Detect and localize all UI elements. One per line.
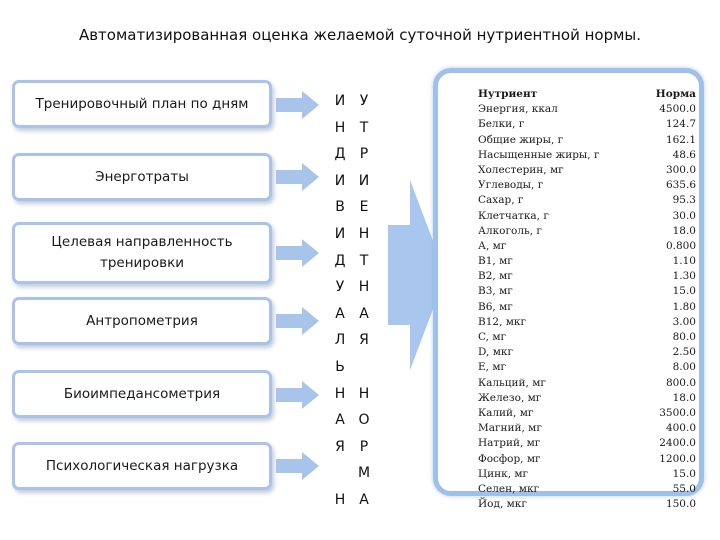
diagram-title: Автоматизированная оценка желаемой суточной нутриентной нормы. bbox=[78, 26, 642, 44]
input-label: Целевая направленность тренировки bbox=[51, 234, 233, 271]
arrow-right-icon bbox=[276, 451, 320, 481]
nutrient-value: 15.0 bbox=[672, 285, 696, 298]
table-row bbox=[478, 193, 700, 208]
table-row bbox=[478, 284, 700, 299]
vertical-text-nutrient-norm: У Т Р И Е Н Т Н А Я Н О Р М А bbox=[357, 93, 371, 508]
nutrient-value: 15.0 bbox=[672, 467, 696, 480]
input-box-anthropometry bbox=[12, 297, 272, 345]
table-row bbox=[478, 406, 700, 421]
nutrient-value: 2400.0 bbox=[659, 437, 696, 450]
header-nutrient: Нутриент bbox=[478, 88, 538, 100]
table-row bbox=[478, 497, 700, 512]
nutrient-name: Клетчатка, г bbox=[478, 209, 549, 222]
nutrient-value: 1.80 bbox=[672, 300, 696, 313]
input-label: Тренировочный план по дням bbox=[35, 95, 249, 112]
nutrient-name: Белки, г bbox=[478, 118, 525, 131]
input-label: Антропометрия bbox=[86, 312, 198, 329]
nutrient-value: 48.6 bbox=[672, 148, 696, 161]
nutrient-name: Натрий, мг bbox=[478, 437, 541, 450]
table-row bbox=[478, 315, 700, 330]
nutrient-name: Общие жиры, г bbox=[478, 133, 564, 146]
nutrient-value: 400.0 bbox=[665, 422, 696, 435]
table-row bbox=[478, 102, 700, 117]
input-box-psychological-load bbox=[12, 442, 272, 490]
arrow-right-icon bbox=[276, 380, 320, 410]
nutrient-value: 4500.0 bbox=[659, 103, 696, 116]
nutrient-value: 18.0 bbox=[672, 391, 696, 404]
table-row bbox=[478, 163, 700, 178]
table-row bbox=[478, 452, 700, 467]
nutrient-name: Цинк, мг bbox=[478, 467, 529, 480]
table-row bbox=[478, 467, 700, 482]
arrow-right-icon bbox=[276, 90, 320, 120]
nutrient-name: E, мг bbox=[478, 361, 507, 374]
nutrient-value: 55.0 bbox=[672, 482, 696, 495]
nutrient-value: 150.0 bbox=[665, 498, 696, 511]
arrow-right-icon bbox=[276, 306, 320, 336]
nutrient-name: C, мг bbox=[478, 331, 507, 343]
nutrient-name: Йод, мкг bbox=[478, 498, 527, 511]
input-label: Психологическая нагрузка bbox=[45, 457, 239, 474]
nutrient-value: 1.10 bbox=[672, 255, 696, 268]
nutrient-norm-table-panel bbox=[433, 68, 704, 511]
input-label: Биоимпедансометрия bbox=[63, 385, 221, 402]
nutrient-name: Кальций, мг bbox=[478, 376, 546, 389]
nutrient-name: Насыщенные жиры, г bbox=[478, 148, 600, 161]
nutrient-value: 162.1 bbox=[665, 133, 696, 146]
table-row bbox=[478, 148, 700, 163]
arrow-right-icon bbox=[276, 162, 320, 192]
nutrient-value: 2.50 bbox=[672, 346, 696, 359]
nutrient-value: 124.7 bbox=[665, 118, 696, 131]
nutrient-name: B1, мг bbox=[478, 255, 513, 268]
input-box-bioimpedance bbox=[12, 370, 272, 418]
nutrient-name: Сахар, г bbox=[478, 194, 524, 207]
input-box-training-goal bbox=[12, 222, 272, 284]
nutrient-name: Селен, мкг bbox=[478, 482, 540, 495]
nutrient-name: B3, мг bbox=[478, 285, 513, 298]
table-row bbox=[478, 376, 700, 391]
table-row bbox=[478, 300, 700, 315]
nutrient-value: 95.3 bbox=[672, 194, 696, 207]
nutrient-value: 0.800 bbox=[665, 239, 696, 252]
nutrient-value: 300.0 bbox=[665, 163, 696, 176]
arrow-right-icon bbox=[276, 238, 320, 268]
nutrient-value: 1.30 bbox=[672, 270, 696, 283]
nutrient-name: D, мкг bbox=[478, 346, 513, 359]
table-row bbox=[478, 117, 700, 132]
table-row bbox=[478, 239, 700, 254]
input-box-training-plan bbox=[12, 80, 272, 128]
nutrient-value: 30.0 bbox=[672, 209, 696, 222]
nutrient-value: 635.6 bbox=[665, 179, 696, 192]
nutrient-name: Магний, мг bbox=[478, 422, 542, 435]
header-norm: Норма bbox=[655, 88, 696, 100]
nutrient-value: 3.00 bbox=[672, 315, 696, 328]
nutrient-name: B12, мкг bbox=[478, 315, 526, 328]
table-row bbox=[478, 209, 700, 224]
nutrient-name: А, мг bbox=[478, 239, 507, 252]
nutrient-value: 80.0 bbox=[672, 331, 696, 343]
nutrient-name: Железо, мг bbox=[478, 391, 542, 404]
nutrient-name: Фосфор, мг bbox=[478, 452, 541, 465]
nutrient-value: 3500.0 bbox=[659, 406, 696, 419]
table-row bbox=[478, 178, 700, 193]
table-row bbox=[478, 133, 700, 148]
table-row bbox=[478, 254, 700, 269]
table-row bbox=[478, 391, 700, 406]
table-row bbox=[478, 330, 700, 345]
table-row bbox=[478, 345, 700, 360]
nutrient-value: 8.00 bbox=[672, 361, 696, 374]
table-row bbox=[478, 482, 700, 497]
table-header bbox=[478, 87, 700, 102]
nutrient-name: Холестерин, мг bbox=[478, 163, 564, 176]
nutrient-name: Калий, мг bbox=[478, 406, 534, 419]
table-row bbox=[478, 421, 700, 436]
nutrient-norm-table bbox=[478, 87, 700, 512]
input-box-energy-expenditure bbox=[12, 153, 272, 201]
table-row bbox=[478, 360, 700, 375]
nutrient-value: 18.0 bbox=[672, 224, 696, 237]
nutrient-name: B2, мг bbox=[478, 270, 513, 283]
nutrient-value: 1200.0 bbox=[659, 452, 696, 465]
table-row bbox=[478, 224, 700, 239]
nutrient-name: Алкоголь, г bbox=[478, 224, 542, 237]
vertical-text-individual: И Н Д И В И Д У А Л Ь Н А Я Н bbox=[334, 93, 346, 508]
nutrient-name: Энергия, ккал bbox=[478, 103, 558, 116]
table-row bbox=[478, 436, 700, 451]
nutrient-name: Углеводы, г bbox=[478, 179, 544, 192]
table-row bbox=[478, 269, 700, 284]
nutrient-value: 800.0 bbox=[665, 376, 696, 389]
input-label: Энерготраты bbox=[95, 168, 189, 185]
nutrient-name: B6, мг bbox=[478, 300, 513, 313]
